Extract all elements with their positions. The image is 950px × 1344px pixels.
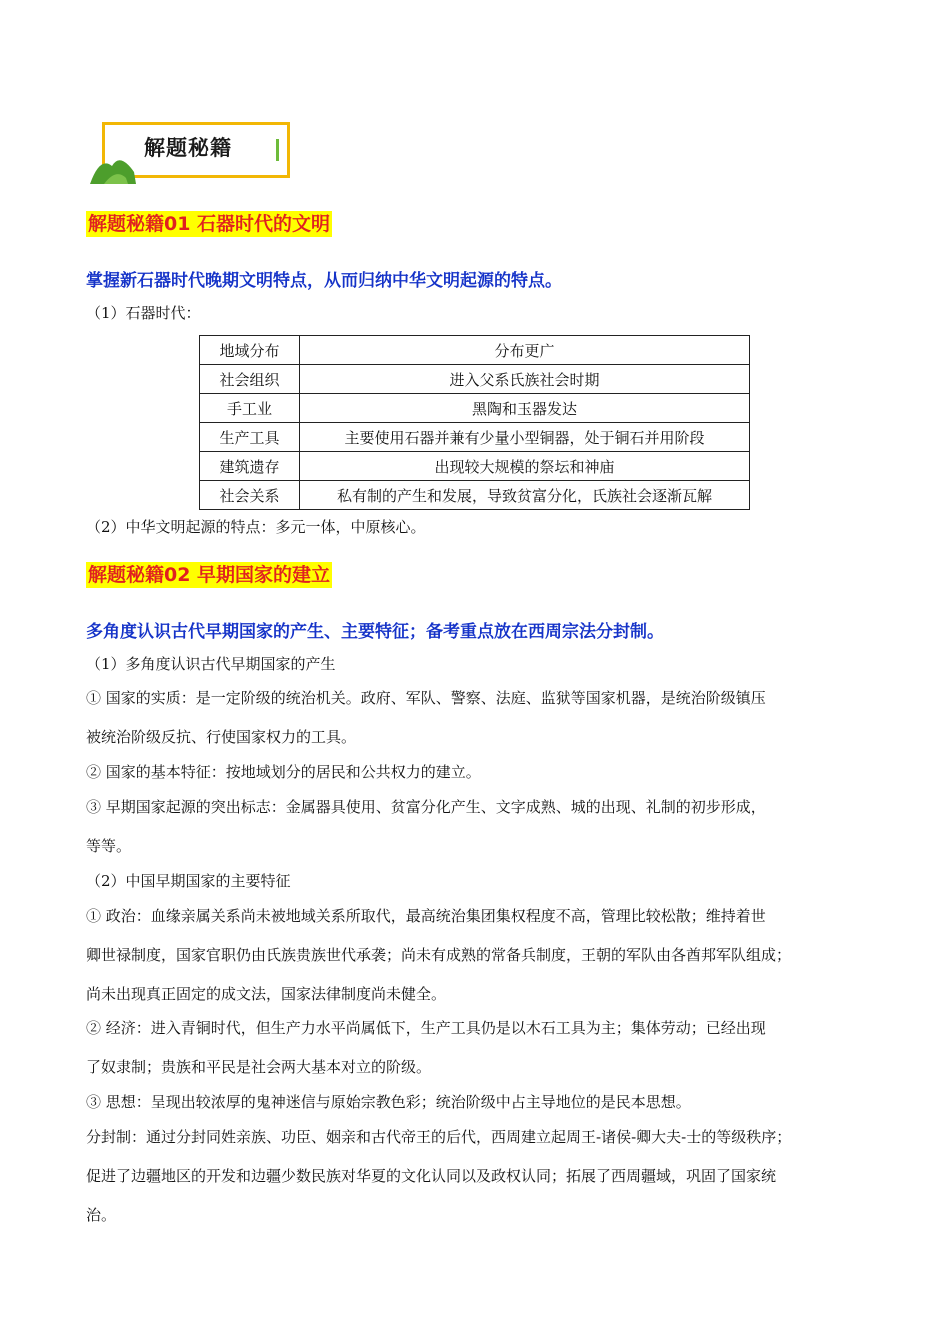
mountain-icon: [90, 150, 140, 184]
table-key: 手工业: [200, 394, 300, 423]
paragraph: 卿世禄制度，国家官职仍由氏族贵族世代承袭；尚未有成熟的常备兵制度，王朝的军队由各酋邦军队组成；: [86, 946, 792, 964]
paragraph: （1）多角度认识古代早期国家的产生: [86, 655, 336, 673]
paragraph: 促进了边疆地区的开发和边疆少数民族对华夏的文化认同以及政权认同；拓展了西周疆域，巩固了国家统: [86, 1167, 777, 1185]
section-title-1: 解题秘籍01 石器时代的文明: [88, 213, 331, 235]
table-row: [200, 423, 750, 452]
paragraph: 了奴隶制；贵族和平民是社会两大基本对立的阶级。: [86, 1058, 432, 1076]
paragraph: 尚未出现真正固定的成文法，国家法律制度尚未健全。: [86, 985, 447, 1003]
paragraph: ① 国家的实质：是一定阶级的统治机关。政府、军队、警察、法庭、监狱等国家机器，是统治阶级镇压: [86, 689, 766, 707]
paragraph: ① 政治：血缘亲属关系尚未被地域关系所取代，最高统治集团集权程度不高，管理比较松散；维持着世: [86, 907, 766, 925]
table-row: [200, 452, 750, 481]
section-subtitle-2: 多角度认识古代早期国家的产生、主要特征；备考重点放在西周宗法分封制。: [86, 622, 664, 642]
table-value: 分布更广: [300, 336, 750, 365]
paragraph: （2）中华文明起源的特点：多元一体，中原核心。: [86, 518, 426, 536]
table-key: 社会组织: [200, 365, 300, 394]
section-title-2: 解题秘籍02 早期国家的建立: [88, 564, 331, 586]
table-value: 出现较大规模的祭坛和神庙: [300, 452, 750, 481]
paragraph: ③ 早期国家起源的突出标志：金属器具使用、贫富分化产生、文字成熟、城的出现、礼制的初步形成，: [86, 798, 766, 816]
table-row: [200, 481, 750, 510]
table-value: 进入父系氏族社会时期: [300, 365, 750, 394]
table-row: [200, 394, 750, 423]
paragraph: 被统治阶级反抗、行使国家权力的工具。: [86, 728, 357, 746]
badge-title: 解题秘籍: [144, 136, 232, 160]
paragraph: 等等。: [86, 837, 132, 855]
section-badge: [90, 118, 300, 184]
paragraph: （1）石器时代：: [86, 304, 201, 322]
paragraph: ③ 思想：呈现出较浓厚的鬼神迷信与原始宗教色彩；统治阶级中占主导地位的是民本思想。: [86, 1093, 691, 1111]
table-row: [200, 336, 750, 365]
table-value: 黑陶和玉器发达: [300, 394, 750, 423]
section-subtitle-1: 掌握新石器时代晚期文明特点，从而归纳中华文明起源的特点。: [86, 271, 562, 291]
stone-age-table: [199, 335, 750, 510]
paragraph: ② 经济：进入青铜时代，但生产力水平尚属低下，生产工具仍是以木石工具为主；集体劳动；已经出现: [86, 1019, 766, 1037]
table-value: 主要使用石器并兼有少量小型铜器，处于铜石并用阶段: [300, 423, 750, 452]
table-key: 生产工具: [200, 423, 300, 452]
table-row: [200, 365, 750, 394]
table-value: 私有制的产生和发展，导致贫富分化，氏族社会逐渐瓦解: [300, 481, 750, 510]
paragraph: 分封制：通过分封同姓亲族、功臣、姻亲和古代帝王的后代，西周建立起周王-诸侯-卿大夫-士的等级秩序；: [86, 1128, 792, 1146]
table-key: 建筑遗存: [200, 452, 300, 481]
table-key: 地域分布: [200, 336, 300, 365]
table-key: 社会关系: [200, 481, 300, 510]
paragraph: （2）中国早期国家的主要特征: [86, 872, 291, 890]
paragraph: ② 国家的基本特征：按地域划分的居民和公共权力的建立。: [86, 763, 481, 781]
paragraph: 治。: [86, 1206, 117, 1224]
